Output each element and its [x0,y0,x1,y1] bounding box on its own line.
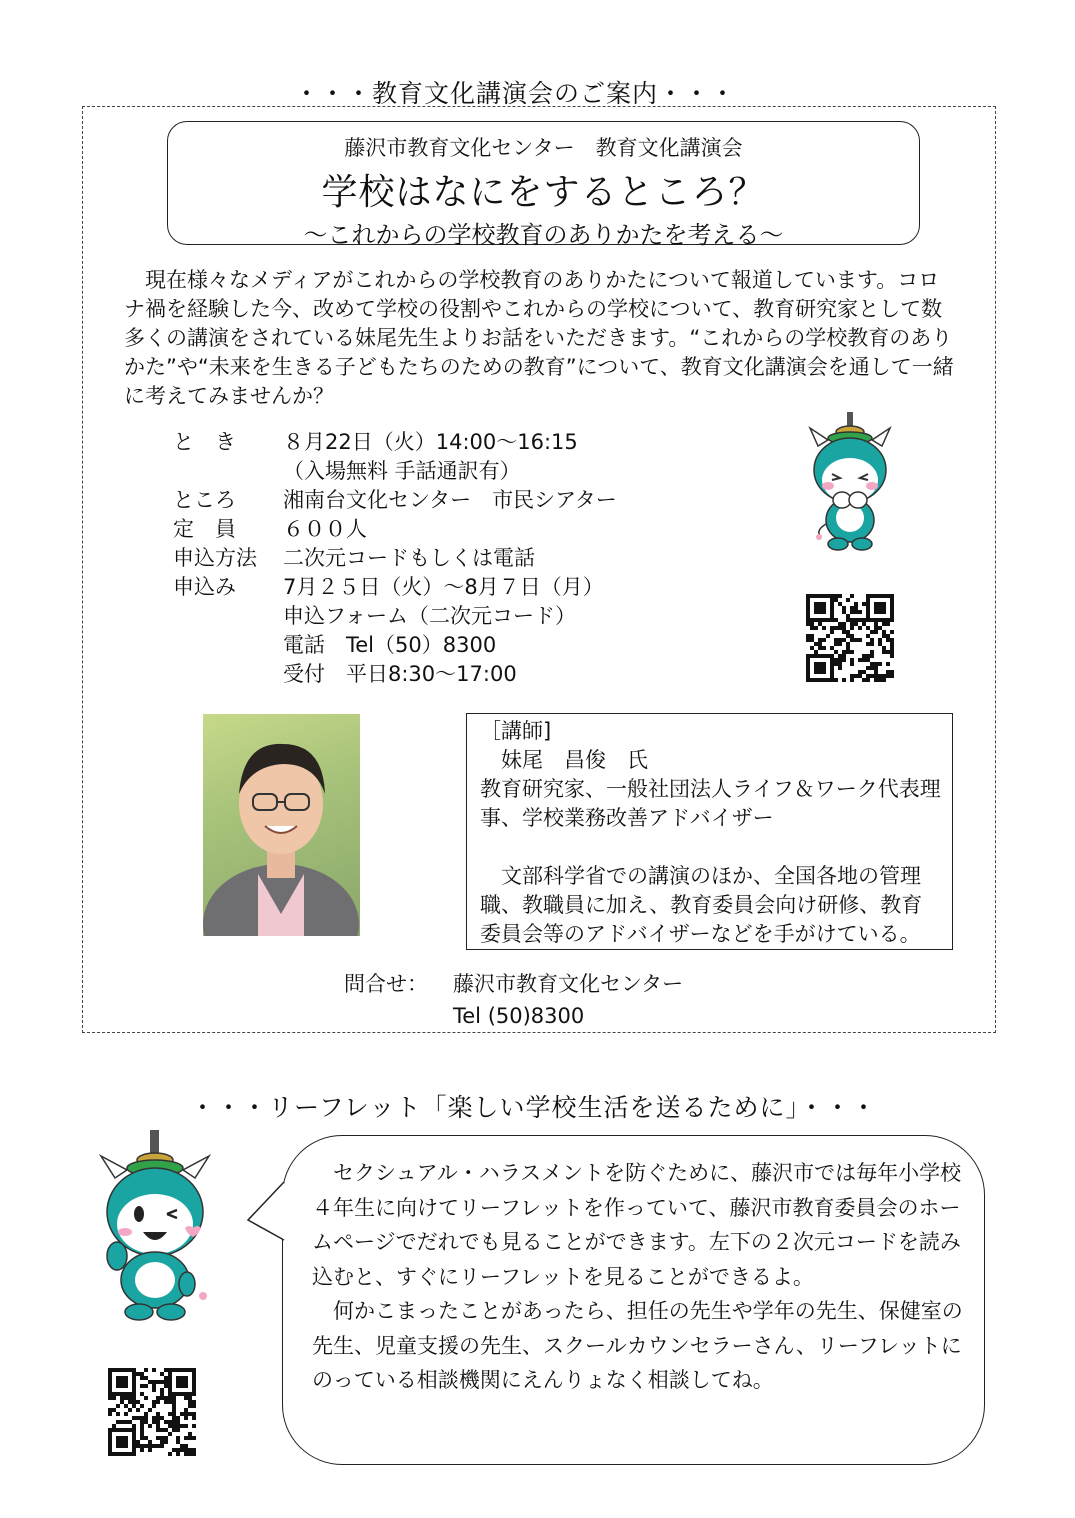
leaflet-paragraph: セクシュアル・ハラスメントを防ぐために、藤沢市では毎年小学校４年生に向けてリーフレットを作っていて、藤沢市教育委員会のホームページでだれでも見ることができます。左下の２次元コードを読み込むと、すぐにリーフレットを見ることができるよ。 [312,1161,962,1289]
leaflet-paragraph: 何かこまったことがあったら、担任の先生や学年の先生、保健室の先生、児童支援の先生、スクールカウンセラーさん、リーフレットにのっている相談機関にえんりょなく相談してね。 [312,1299,963,1392]
lecturer-heading: ［講師] [480,719,552,743]
event-title-box [167,121,920,249]
event-intro [124,266,960,411]
lecturer-name: 妹尾 昌俊 氏 [480,748,648,772]
mascot-icon [800,408,900,553]
contact-tel: Tel (50)8300 [453,1004,585,1028]
info-value: 電話 Tel（50）8300 [283,633,497,657]
section-heading-leaflet: ・・・リーフレット「楽しい学校生活を送るために」・・・ [190,1093,878,1122]
info-value: ６００人 [283,517,367,541]
qr-code-icon[interactable] [806,594,894,682]
info-value: 申込フォーム（二次元コード） [283,604,576,628]
info-label: 申込み [173,575,236,599]
info-value: （入場無料 手話通訳有） [283,459,521,483]
contact-block [344,968,744,1032]
event-info-list [173,428,773,688]
event-title: 学校はなにをするところ？ [321,172,766,213]
info-value: 湘南台文化センター 市民シアター [283,488,617,512]
mascot-wink-icon [95,1128,215,1328]
info-value: 7月２５日（火）～8月７日（月） [283,575,604,599]
info-value: 二次元コードもしくは電話 [283,546,535,570]
leaflet-text [312,1156,967,1398]
info-value: 受付 平日8:30～17:00 [283,662,517,686]
info-label: ところ [173,488,236,512]
contact-org: 藤沢市教育文化センター [453,972,684,996]
info-label: 定 員 [173,517,236,541]
lecturer-title: 教育研究家、一般社団法人ライフ＆ワーク代表理事、学校業務改善アドバイザー [480,777,941,830]
event-intro-text: 現在様々なメディアがこれからの学校教育のありかたについて報道しています。コロナ禍を経験した今、改めて学校の役割やこれからの学校について、教育研究家として数多くの講演をされている妹尾先生よりお話をいただきます。“これからの学校教育のありかた”や“未来を生きる子どもたちのための教育”について、教育文化講演会を通して一緒に考えてみませんか？ [124,268,954,408]
lecturer-bio: 文部科学省での講演のほか、全国各地の管理職、教職員に加え、教育委員会向け研修、教育委員会等のアドバイザーなどを手がけている。 [480,864,923,946]
event-organizer: 藤沢市教育文化センター 教育文化講演会 [344,136,743,160]
speech-bubble-tail [246,1180,286,1244]
event-subtitle: ～これからの学校教育のありかたを考える～ [303,221,784,249]
lecturer-photo [203,714,360,936]
qr-code-leaflet-icon[interactable] [108,1368,196,1456]
info-label: と き [173,430,236,454]
section-heading-lecture: ・・・教育文化講演会のご案内・・・ [294,79,737,108]
contact-label: 問合せ： [344,972,428,996]
lecturer-panel [466,713,953,950]
info-label: 申込方法 [173,546,257,570]
info-value: ８月22日（火）14:00～16:15 [283,430,578,454]
